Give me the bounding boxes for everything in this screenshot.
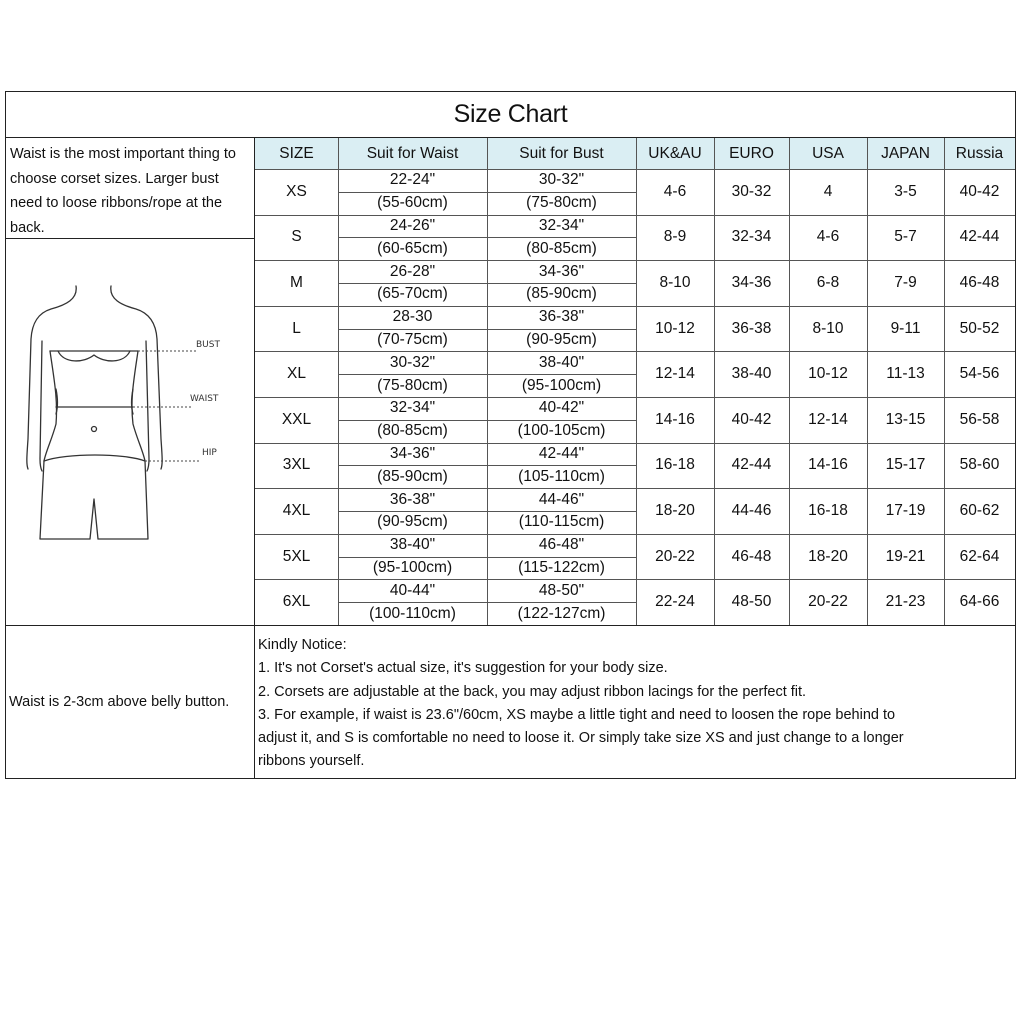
size-cell: XS <box>286 182 307 200</box>
japan-cell: 15-17 <box>885 456 926 474</box>
russia-cell: 42-44 <box>959 228 1000 246</box>
japan-cell: 9-11 <box>890 319 921 337</box>
bust-inches-cell: 38-40" <box>538 353 585 371</box>
waist-importance-note: Waist is the most important thing to choose corset sizes. Larger bust need to loose ribbons/rope at the back. <box>6 138 255 239</box>
bust-cm-cell: (80-85cm) <box>526 239 597 257</box>
cell-divider <box>487 557 636 558</box>
cell-divider <box>338 602 487 603</box>
japan-cell: 21-23 <box>885 593 926 611</box>
bust-inches-cell: 46-48" <box>538 536 585 554</box>
euro-cell: 34-36 <box>731 273 772 291</box>
column-divider <box>487 138 488 625</box>
russia-cell: 56-58 <box>959 410 1000 428</box>
cell-divider <box>487 465 636 466</box>
cell-divider <box>487 192 636 193</box>
waist-cm-cell: (90-95cm) <box>377 513 448 531</box>
ukau-cell: 4-6 <box>663 182 687 200</box>
ukau-cell: 8-9 <box>663 228 687 246</box>
column-header-japan: JAPAN <box>881 144 930 162</box>
size-cell: L <box>292 319 301 337</box>
euro-cell: 42-44 <box>731 456 772 474</box>
usa-cell: 20-22 <box>808 593 848 611</box>
column-divider <box>867 138 868 625</box>
notice-line: 2. Corsets are adjustable at the back, you may adjust ribbon lacings for the perfect fit. <box>258 683 807 700</box>
waist-inches-cell: 40-44" <box>389 581 436 599</box>
column-header-usa: USA <box>812 144 844 162</box>
cell-divider <box>487 374 636 375</box>
euro-cell: 36-38 <box>731 319 772 337</box>
row-divider <box>255 443 1015 444</box>
notice-line: ribbons yourself. <box>258 753 365 770</box>
bust-inches-cell: 44-46" <box>538 490 585 508</box>
chart-title: Size Chart <box>6 92 1015 138</box>
size-cell: 6XL <box>282 593 311 611</box>
russia-cell: 40-42 <box>959 182 1000 200</box>
column-divider <box>789 138 790 625</box>
waist-inches-cell: 36-38" <box>389 490 436 508</box>
notice-line: adjust it, and S is comfortable no need to loose it. Or simply take size XS and just change to a longer <box>258 730 904 747</box>
usa-cell: 8-10 <box>812 319 844 337</box>
body-measurement-figure <box>6 239 255 625</box>
ukau-cell: 10-12 <box>655 319 695 337</box>
ukau-cell: 16-18 <box>655 456 695 474</box>
bust-cm-cell: (110-115cm) <box>518 513 605 531</box>
ukau-cell: 22-24 <box>655 593 695 611</box>
row-divider <box>255 260 1015 261</box>
waist-inches-cell: 22-24" <box>389 171 436 189</box>
column-divider <box>944 138 945 625</box>
japan-cell: 7-9 <box>894 273 917 291</box>
euro-cell: 48-50 <box>731 593 772 611</box>
column-header-size: SIZE <box>279 144 314 162</box>
russia-cell: 58-60 <box>959 456 1000 474</box>
bust-cm-cell: (95-100cm) <box>521 376 602 394</box>
russia-cell: 62-64 <box>959 547 1000 565</box>
bust-cm-cell: (85-90cm) <box>526 285 597 303</box>
ukau-cell: 8-10 <box>659 273 691 291</box>
size-cell: 5XL <box>282 547 311 565</box>
usa-cell: 18-20 <box>808 547 848 565</box>
cell-divider <box>487 602 636 603</box>
column-header-russia: Russia <box>955 144 1004 162</box>
column-divider <box>714 138 715 625</box>
hip-label: HIP <box>202 448 217 458</box>
cell-divider <box>338 511 487 512</box>
cell-divider <box>487 329 636 330</box>
ukau-cell: 20-22 <box>655 547 695 565</box>
japan-cell: 11-13 <box>886 365 925 383</box>
cell-divider <box>338 374 487 375</box>
waist-cm-cell: (65-70cm) <box>377 285 448 303</box>
waist-position-note: Waist is 2-3cm above belly button. <box>6 625 255 778</box>
notice-line: 3. For example, if waist is 23.6"/60cm, XS maybe a little tight and need to loosen the rope behind to <box>258 706 896 723</box>
bust-cm-cell: (90-95cm) <box>526 330 597 348</box>
ukau-cell: 18-20 <box>655 501 695 519</box>
cell-divider <box>487 237 636 238</box>
waist-cm-cell: (75-80cm) <box>377 376 448 394</box>
row-divider <box>255 534 1015 535</box>
notice-line: 1. It's not Corset's actual size, it's suggestion for your body size. <box>258 660 668 677</box>
waist-inches-cell: 30-32" <box>389 353 436 371</box>
bust-inches-cell: 40-42" <box>538 399 585 417</box>
euro-cell: 46-48 <box>731 547 772 565</box>
row-divider <box>255 397 1015 398</box>
cell-divider <box>338 283 487 284</box>
usa-cell: 16-18 <box>808 501 848 519</box>
bust-label: BUST <box>196 340 220 350</box>
row-divider <box>255 215 1015 216</box>
column-divider <box>636 138 637 625</box>
cell-divider <box>338 420 487 421</box>
euro-cell: 44-46 <box>731 501 772 519</box>
bust-inches-cell: 42-44" <box>538 444 585 462</box>
japan-cell: 5-7 <box>894 228 917 246</box>
usa-cell: 14-16 <box>808 456 848 474</box>
bust-inches-cell: 34-36" <box>538 262 585 280</box>
usa-cell: 12-14 <box>808 410 848 428</box>
size-cell: XXL <box>281 410 312 428</box>
cell-divider <box>338 465 487 466</box>
bust-cm-cell: (115-122cm) <box>518 558 605 576</box>
waist-label: WAIST <box>190 394 219 404</box>
euro-cell: 38-40 <box>731 365 772 383</box>
size-table <box>255 138 1015 625</box>
russia-cell: 60-62 <box>959 501 1000 519</box>
usa-cell: 4 <box>823 182 833 200</box>
russia-cell: 54-56 <box>959 365 1000 383</box>
cell-divider <box>338 237 487 238</box>
body-outline-illustration <box>6 239 255 625</box>
size-cell: S <box>291 228 302 246</box>
waist-inches-cell: 24-26" <box>389 216 436 234</box>
bust-inches-cell: 32-34" <box>538 216 585 234</box>
bust-cm-cell: (75-80cm) <box>526 194 597 212</box>
size-cell: 4XL <box>282 501 311 519</box>
waist-inches-cell: 32-34" <box>389 399 436 417</box>
row-divider <box>255 488 1015 489</box>
ukau-cell: 14-16 <box>655 410 695 428</box>
bust-cm-cell: (105-110cm) <box>518 467 605 485</box>
row-divider <box>255 169 1015 170</box>
column-divider <box>338 138 339 625</box>
usa-cell: 6-8 <box>816 273 840 291</box>
bust-inches-cell: 36-38" <box>538 308 585 326</box>
japan-cell: 3-5 <box>894 182 917 200</box>
cell-divider <box>487 283 636 284</box>
row-divider <box>255 351 1015 352</box>
size-cell: 3XL <box>282 456 311 474</box>
column-header-bust: Suit for Bust <box>519 144 604 162</box>
euro-cell: 32-34 <box>731 228 772 246</box>
waist-inches-cell: 34-36" <box>389 444 436 462</box>
size-chart-table <box>5 91 1016 779</box>
column-header-euro: EURO <box>729 144 774 162</box>
waist-cm-cell: (85-90cm) <box>377 467 448 485</box>
row-divider <box>255 579 1015 580</box>
japan-cell: 17-19 <box>885 501 926 519</box>
waist-cm-cell: (70-75cm) <box>377 330 448 348</box>
notice-line: Kindly Notice: <box>258 637 347 653</box>
bust-inches-cell: 48-50" <box>538 581 585 599</box>
row-divider <box>255 306 1015 307</box>
cell-divider <box>487 420 636 421</box>
waist-inches-cell: 28-30 <box>392 308 433 326</box>
cell-divider <box>338 557 487 558</box>
waist-cm-cell: (60-65cm) <box>377 239 448 257</box>
waist-cm-cell: (55-60cm) <box>377 194 448 212</box>
waist-inches-cell: 38-40" <box>389 536 436 554</box>
size-cell: M <box>290 273 303 291</box>
cell-divider <box>338 192 487 193</box>
usa-cell: 10-12 <box>808 365 848 383</box>
bust-cm-cell: (122-127cm) <box>517 604 606 622</box>
ukau-cell: 12-14 <box>655 365 695 383</box>
russia-cell: 50-52 <box>959 319 1000 337</box>
column-header-waist: Suit for Waist <box>366 144 459 162</box>
japan-cell: 13-15 <box>885 410 926 428</box>
euro-cell: 40-42 <box>731 410 772 428</box>
size-cell: XL <box>287 365 306 383</box>
waist-cm-cell: (95-100cm) <box>372 558 453 576</box>
bust-cm-cell: (100-105cm) <box>517 422 606 440</box>
bust-inches-cell: 30-32" <box>538 171 585 189</box>
russia-cell: 64-66 <box>959 593 1000 611</box>
column-header-ukau: UK&AU <box>648 144 702 162</box>
russia-cell: 46-48 <box>959 273 1000 291</box>
waist-cm-cell: (100-110cm) <box>369 604 456 622</box>
cell-divider <box>338 329 487 330</box>
usa-cell: 4-6 <box>816 228 840 246</box>
euro-cell: 30-32 <box>731 182 772 200</box>
waist-cm-cell: (80-85cm) <box>377 422 448 440</box>
waist-inches-cell: 26-28" <box>389 262 436 280</box>
japan-cell: 19-21 <box>885 547 926 565</box>
cell-divider <box>487 511 636 512</box>
kindly-notice <box>255 625 1015 778</box>
